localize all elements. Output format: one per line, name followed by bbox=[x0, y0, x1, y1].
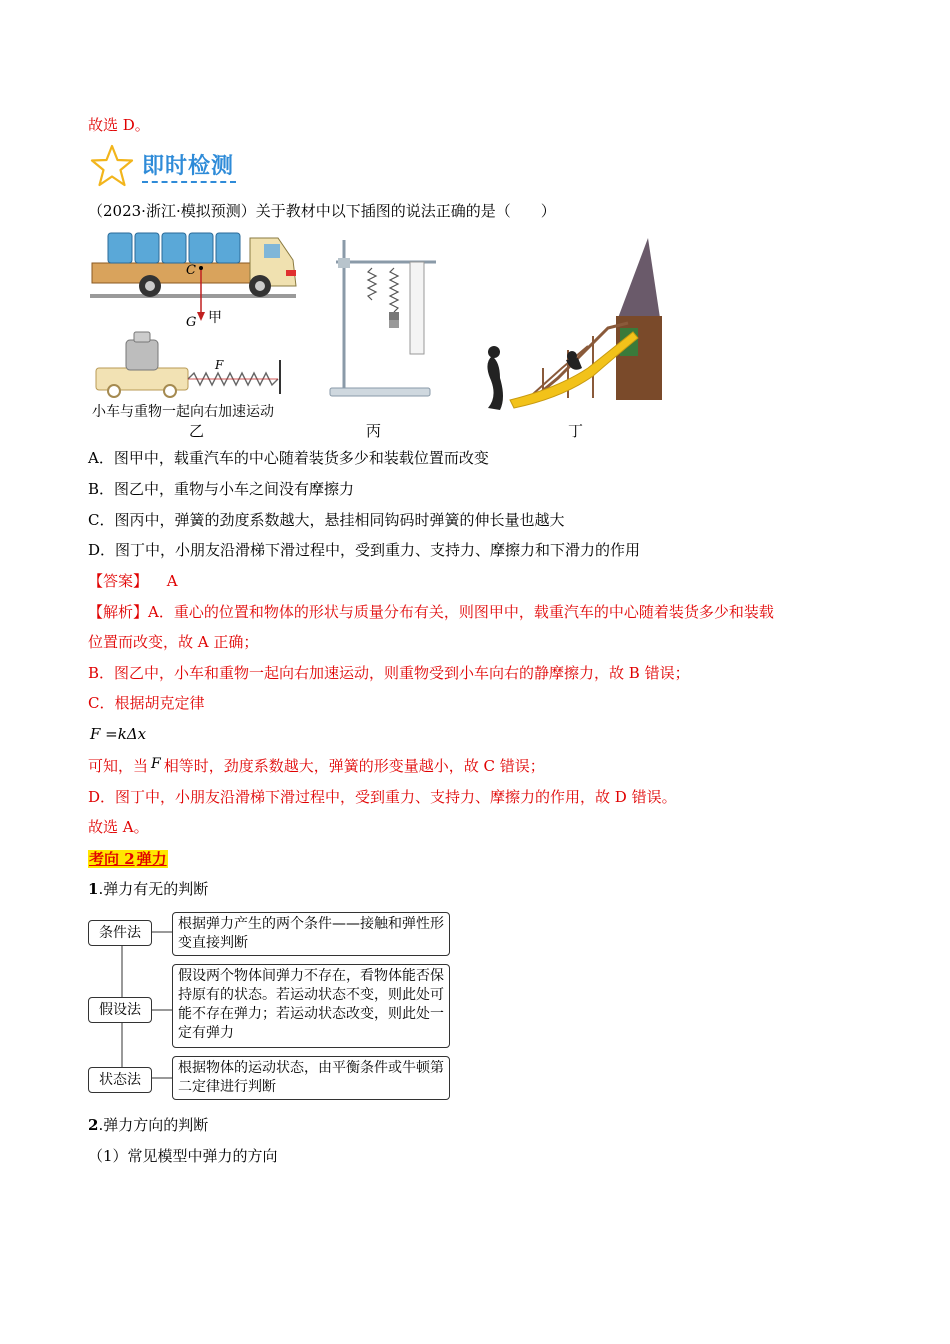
caption-bing: 丙 bbox=[366, 422, 382, 440]
option-b: B．图乙中，重物与小车之间没有摩擦力 bbox=[88, 480, 355, 498]
item-1-heading bbox=[88, 879, 208, 899]
cart-figure bbox=[96, 332, 280, 397]
analysis-a-part1: A．重心的位置和物体的形状与质量分布有关，则图甲中，载重汽车的中心随着装货多少和装载 bbox=[148, 603, 774, 621]
option-d: D．图丁中，小朋友沿滑梯下滑过程中，受到重力、支持力、摩擦力和下滑力的作用 bbox=[88, 541, 641, 559]
section-title: 即时检测 bbox=[142, 154, 235, 179]
item-1-text: .弹力有无的判断 bbox=[98, 880, 209, 898]
item-2-number: 2 bbox=[88, 1116, 99, 1134]
analysis-c-conclusion bbox=[88, 756, 545, 777]
label-g: G bbox=[186, 315, 197, 330]
answer-line bbox=[88, 571, 178, 591]
analysis-c2-post: 相等时，劲度系数越大，弹簧的形变量越小，故 C 错误； bbox=[163, 757, 545, 775]
analysis-d: D．图丁中，小朋友沿滑梯下滑过程中，受到重力、支持力、摩擦力的作用，故 D 错误。 bbox=[88, 788, 677, 806]
analysis-c2-pre: 可知，当 bbox=[88, 757, 149, 775]
option-a: A．图甲中，载重汽车的中心随着装货多少和装载位置而改变 bbox=[88, 449, 489, 467]
method-assumption-desc: 假设两个物体间弹力不存在，看物体能否保持原有的状态。若运动状态不变，则此处可能不存在弹力；若运动状态改变，则此处一定有弹力 bbox=[172, 964, 450, 1048]
method-state-desc: 根据物体的运动状态，由平衡条件或牛顿第二定律进行判断 bbox=[172, 1056, 450, 1100]
analysis-b: B．图乙中，小车和重物一起向右加速运动，则重物受到小车向右的静摩擦力，故 B 错误； bbox=[88, 664, 690, 682]
question-stem: （2023·浙江·模拟预测）关于教材中以下插图的说法正确的是（ ） bbox=[88, 202, 556, 220]
method-state: 状态法 bbox=[88, 1067, 152, 1093]
analysis-a-part2: 位置而改变，故 A 正确； bbox=[88, 633, 259, 651]
final-conclusion: 故选 A。 bbox=[88, 818, 149, 836]
method-condition-desc: 根据弹力产生的两个条件——接触和弹性形变直接判断 bbox=[172, 912, 450, 956]
kaoxiang-heading bbox=[88, 849, 168, 869]
spring-stand-figure bbox=[330, 240, 436, 396]
method-condition: 条件法 bbox=[88, 920, 152, 946]
kaoxiang-title: 弹力 bbox=[136, 850, 167, 868]
item-2-sub: （1）常见模型中弹力的方向 bbox=[88, 1147, 278, 1165]
label-f: F bbox=[215, 358, 224, 372]
analysis-line-1 bbox=[88, 602, 774, 622]
answer-value: A bbox=[166, 572, 178, 590]
elastic-force-method-diagram bbox=[86, 908, 454, 1104]
caption-yi-text: 小车与重物一起向右加速运动 bbox=[92, 404, 274, 420]
option-c: C．图丙中，弹簧的劲度系数越大，悬挂相同钩码时弹簧的伸长量也越大 bbox=[88, 511, 565, 529]
analysis-c: C．根据胡克定律 bbox=[88, 694, 205, 712]
kaoxiang-label: 考向 2 bbox=[89, 850, 135, 868]
section-heading bbox=[88, 143, 248, 189]
item-1-number: 1 bbox=[88, 880, 99, 898]
caption-yi: 乙 bbox=[189, 422, 205, 440]
analysis-label: 【解析】 bbox=[88, 603, 149, 621]
title-underline bbox=[142, 181, 236, 183]
previous-conclusion: 故选 D。 bbox=[88, 116, 150, 134]
method-assumption: 假设法 bbox=[88, 997, 152, 1023]
caption-ding: 丁 bbox=[568, 422, 584, 440]
label-c: C bbox=[186, 263, 196, 278]
hooke-formula: F =kΔx bbox=[90, 725, 147, 743]
question-figures bbox=[88, 228, 688, 443]
item-2-text: .弹力方向的判断 bbox=[98, 1116, 209, 1134]
star-icon bbox=[88, 143, 136, 189]
analysis-c2-var: F bbox=[151, 756, 161, 772]
label-jia: 甲 bbox=[208, 310, 222, 326]
answer-label: 【答案】 bbox=[88, 572, 149, 590]
slide-figure bbox=[487, 238, 662, 410]
item-2-heading bbox=[88, 1115, 208, 1135]
